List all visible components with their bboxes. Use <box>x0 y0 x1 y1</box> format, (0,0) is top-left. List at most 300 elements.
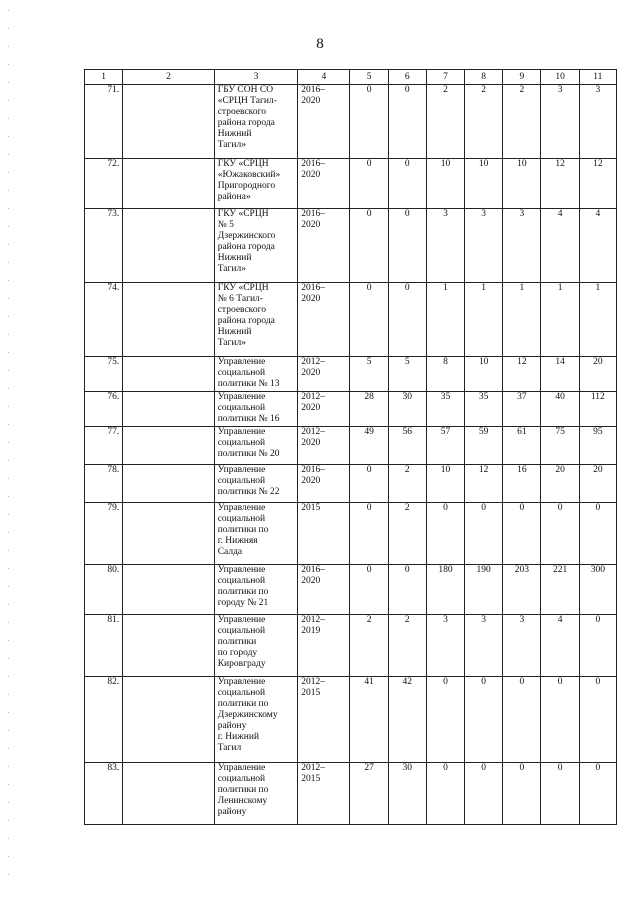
row-number-cell-text: 77. <box>107 427 120 437</box>
row-number-cell <box>85 763 123 825</box>
table-row <box>85 677 617 763</box>
value-cell-text: 4 <box>595 209 601 219</box>
value-cell-text: 2 <box>404 465 410 475</box>
period-cell <box>298 283 350 357</box>
value-cell-text: 35 <box>440 392 451 402</box>
value-cell <box>350 427 388 465</box>
institution-name-cell-text: Управление социальной политики № 16 <box>217 392 280 424</box>
value-cell-text: 12 <box>517 357 527 367</box>
period-cell <box>298 209 350 283</box>
value-cell <box>426 392 464 427</box>
value-cell <box>541 503 579 565</box>
value-cell-text: 2 <box>443 85 448 95</box>
institution-name-cell-text: Управление социальной политики № 20 <box>217 427 280 459</box>
row-number-cell <box>85 465 123 503</box>
value-cell-text: 1 <box>519 283 525 293</box>
value-cell-text: 5 <box>404 357 410 367</box>
value-cell <box>388 427 426 465</box>
row-number-cell-text: 75. <box>107 357 120 367</box>
institution-name-cell-text: ГКУ «СРЦН № 6 Тагил- строевского района города Нижний Тагил» <box>217 283 275 348</box>
value-cell <box>465 159 503 209</box>
value-cell <box>350 615 388 677</box>
value-cell-text: 0 <box>404 85 410 95</box>
value-cell <box>541 283 579 357</box>
value-cell <box>465 209 503 283</box>
value-cell-text: 0 <box>519 677 525 687</box>
value-cell <box>503 465 541 503</box>
table-row <box>85 209 617 283</box>
value-cell <box>426 565 464 615</box>
value-cell <box>465 677 503 763</box>
value-cell-text: 2 <box>366 615 372 625</box>
period-cell-text: 2012– 2020 <box>301 392 325 413</box>
institution-name-cell <box>214 392 297 427</box>
value-cell <box>503 209 541 283</box>
value-cell <box>350 357 388 392</box>
value-cell <box>388 465 426 503</box>
col2-cell <box>123 392 215 427</box>
period-cell-text: 2016– 2020 <box>301 159 325 180</box>
value-cell-text: 0 <box>595 763 601 773</box>
value-cell <box>503 503 541 565</box>
table-row <box>85 159 617 209</box>
value-cell-text: 0 <box>404 283 410 293</box>
row-number-cell-text: 80. <box>107 565 120 575</box>
institution-name-cell <box>214 283 297 357</box>
value-cell-text: 3 <box>519 209 525 219</box>
value-cell-text: 56 <box>402 427 413 437</box>
value-cell-text: 180 <box>438 565 453 575</box>
row-number-cell <box>85 565 123 615</box>
period-cell-text: 2012– 2019 <box>301 615 325 636</box>
value-cell <box>503 85 541 159</box>
value-cell-text: 0 <box>557 677 563 687</box>
value-cell <box>541 677 579 763</box>
value-cell-text: 1 <box>481 283 487 293</box>
institution-name-cell-text: Управление социальной политики по г. Нижняя Салда <box>217 503 269 557</box>
institution-name-cell-text: ГКУ «СРЦН «Южаковский» Пригородного района» <box>217 159 281 202</box>
value-cell-text: 221 <box>552 565 568 575</box>
table-row <box>85 565 617 615</box>
value-cell <box>465 427 503 465</box>
value-cell <box>388 283 426 357</box>
value-cell <box>465 565 503 615</box>
value-cell <box>426 209 464 283</box>
value-cell <box>426 159 464 209</box>
value-cell <box>465 763 503 825</box>
value-cell-text: 203 <box>514 565 529 575</box>
value-cell-text: 4 <box>557 209 563 219</box>
value-cell-text: 27 <box>364 763 374 773</box>
value-cell <box>579 357 616 392</box>
period-cell <box>298 465 350 503</box>
column-header: 2 <box>123 70 215 85</box>
value-cell-text: 0 <box>519 763 525 773</box>
value-cell <box>465 283 503 357</box>
value-cell <box>388 85 426 159</box>
col2-cell <box>123 677 215 763</box>
column-header: 1 <box>85 70 123 85</box>
institution-name-cell <box>214 85 297 159</box>
value-cell <box>541 392 579 427</box>
value-cell <box>388 209 426 283</box>
value-cell <box>465 615 503 677</box>
column-header: 7 <box>426 70 464 85</box>
value-cell <box>465 85 503 159</box>
value-cell-text: 5 <box>366 357 372 367</box>
value-cell <box>503 427 541 465</box>
column-header: 8 <box>465 70 503 85</box>
table-row <box>85 427 617 465</box>
row-number-cell-text: 83. <box>107 763 120 773</box>
institution-name-cell-text: Управление социальной политики № 13 <box>217 357 280 389</box>
value-cell-text: 57 <box>440 427 451 437</box>
value-cell <box>579 392 616 427</box>
value-cell-text: 3 <box>519 615 525 625</box>
row-number-cell <box>85 615 123 677</box>
value-cell <box>426 85 464 159</box>
row-number-cell <box>85 503 123 565</box>
row-number-cell-text: 71. <box>107 85 120 95</box>
institution-name-cell-text: Управление социальной политики по Дзержинскому району г. Нижний Тагил <box>217 677 278 753</box>
row-number-cell <box>85 357 123 392</box>
value-cell <box>426 465 464 503</box>
value-cell-text: 0 <box>366 565 372 575</box>
value-cell-text: 0 <box>404 565 410 575</box>
row-number-cell <box>85 677 123 763</box>
value-cell <box>465 465 503 503</box>
period-cell <box>298 85 350 159</box>
value-cell-text: 10 <box>478 159 489 169</box>
value-cell-text: 0 <box>481 503 487 513</box>
value-cell <box>350 503 388 565</box>
column-header: 5 <box>350 70 388 85</box>
period-cell-text: 2012– 2015 <box>301 763 325 784</box>
value-cell-text: 30 <box>402 763 413 773</box>
period-cell <box>298 565 350 615</box>
value-cell <box>503 615 541 677</box>
value-cell <box>350 85 388 159</box>
value-cell <box>541 159 579 209</box>
table-row <box>85 392 617 427</box>
value-cell <box>426 503 464 565</box>
value-cell <box>579 283 616 357</box>
row-number-cell-text: 82. <box>107 677 120 687</box>
value-cell-text: 3 <box>595 85 601 95</box>
value-cell-text: 0 <box>404 159 410 169</box>
institution-name-cell <box>214 763 297 825</box>
table-header-row <box>85 70 617 85</box>
period-cell <box>298 503 350 565</box>
table-row <box>85 283 617 357</box>
table-row <box>85 503 617 565</box>
value-cell-text: 0 <box>443 503 448 513</box>
value-cell-text: 3 <box>557 85 563 95</box>
value-cell <box>350 159 388 209</box>
period-cell <box>298 763 350 825</box>
value-cell-text: 20 <box>593 357 603 367</box>
table-row <box>85 615 617 677</box>
value-cell <box>388 615 426 677</box>
col2-cell <box>123 615 215 677</box>
value-cell <box>388 677 426 763</box>
value-cell-text: 300 <box>590 565 605 575</box>
value-cell <box>579 159 616 209</box>
col2-cell <box>123 465 215 503</box>
period-cell-text: 2012– 2015 <box>301 677 325 698</box>
value-cell <box>388 357 426 392</box>
value-cell <box>426 763 464 825</box>
value-cell-text: 0 <box>557 503 563 513</box>
value-cell <box>541 565 579 615</box>
value-cell-text: 28 <box>364 392 374 402</box>
col2-cell <box>123 85 215 159</box>
row-number-cell-text: 79. <box>107 503 120 513</box>
value-cell <box>579 465 616 503</box>
value-cell <box>503 357 541 392</box>
value-cell <box>350 209 388 283</box>
institution-name-cell-text: Управление социальной политики по Ленинскому району <box>217 763 269 817</box>
value-cell <box>350 465 388 503</box>
col2-cell <box>123 763 215 825</box>
value-cell-text: 0 <box>481 763 487 773</box>
value-cell <box>426 357 464 392</box>
value-cell-text: 0 <box>519 503 525 513</box>
value-cell-text: 1 <box>443 283 448 293</box>
value-cell-text: 0 <box>366 283 372 293</box>
value-cell-text: 61 <box>517 427 527 437</box>
value-cell-text: 10 <box>517 159 527 169</box>
row-number-cell-text: 72. <box>107 159 120 169</box>
value-cell-text: 59 <box>478 427 489 437</box>
value-cell-text: 0 <box>366 465 372 475</box>
value-cell-text: 2 <box>404 503 410 513</box>
column-header: 10 <box>541 70 579 85</box>
institution-name-cell-text: Управление социальной политики по городу № 21 <box>217 565 269 608</box>
value-cell <box>503 392 541 427</box>
period-cell-text: 2016– 2020 <box>301 85 325 106</box>
table-row <box>85 465 617 503</box>
col2-cell <box>123 283 215 357</box>
row-number-cell <box>85 159 123 209</box>
value-cell <box>350 283 388 357</box>
value-cell-text: 20 <box>593 465 603 475</box>
value-cell <box>426 427 464 465</box>
value-cell-text: 0 <box>443 677 448 687</box>
value-cell <box>503 677 541 763</box>
value-cell <box>426 615 464 677</box>
row-number-cell <box>85 392 123 427</box>
value-cell-text: 40 <box>555 392 565 402</box>
value-cell <box>541 85 579 159</box>
margin-dots <box>8 10 9 890</box>
value-cell-text: 3 <box>443 615 448 625</box>
value-cell-text: 30 <box>402 392 413 402</box>
table-row <box>85 85 617 159</box>
value-cell <box>541 209 579 283</box>
institution-name-cell-text: Управление социальной политики № 22 <box>217 465 280 497</box>
value-cell-text: 0 <box>595 677 601 687</box>
value-cell-text: 42 <box>402 677 413 687</box>
value-cell-text: 10 <box>440 465 451 475</box>
column-header: 11 <box>579 70 616 85</box>
value-cell <box>503 763 541 825</box>
period-cell <box>298 159 350 209</box>
institution-name-cell <box>214 565 297 615</box>
value-cell <box>579 209 616 283</box>
col2-cell <box>123 427 215 465</box>
value-cell <box>465 392 503 427</box>
row-number-cell-text: 74. <box>107 283 120 293</box>
value-cell <box>541 427 579 465</box>
value-cell-text: 0 <box>366 85 372 95</box>
period-cell-text: 2016– 2020 <box>301 209 325 230</box>
institution-name-cell <box>214 503 297 565</box>
value-cell <box>350 565 388 615</box>
value-cell <box>426 677 464 763</box>
value-cell <box>388 763 426 825</box>
column-header: 4 <box>298 70 350 85</box>
period-cell-text: 2012– 2020 <box>301 357 325 378</box>
value-cell <box>541 615 579 677</box>
value-cell <box>503 159 541 209</box>
value-cell <box>541 763 579 825</box>
value-cell-text: 49 <box>364 427 374 437</box>
period-cell <box>298 677 350 763</box>
value-cell-text: 0 <box>595 615 601 625</box>
value-cell-text: 1 <box>557 283 563 293</box>
row-number-cell-text: 73. <box>107 209 120 219</box>
row-number-cell <box>85 85 123 159</box>
value-cell <box>388 159 426 209</box>
value-cell-text: 16 <box>517 465 527 475</box>
institution-name-cell-text: Управление социальной политики по городу Кировграду <box>217 615 266 669</box>
value-cell <box>465 503 503 565</box>
value-cell <box>388 392 426 427</box>
value-cell <box>503 565 541 615</box>
value-cell-text: 2 <box>404 615 410 625</box>
value-cell-text: 12 <box>593 159 603 169</box>
value-cell-text: 0 <box>366 503 372 513</box>
row-number-cell-text: 76. <box>107 392 120 402</box>
value-cell-text: 4 <box>557 615 563 625</box>
value-cell-text: 10 <box>478 357 489 367</box>
value-cell-text: 3 <box>481 615 487 625</box>
value-cell-text: 0 <box>557 763 563 773</box>
value-cell <box>388 565 426 615</box>
col2-cell <box>123 565 215 615</box>
period-cell-text: 2016– 2020 <box>301 465 325 486</box>
value-cell <box>579 763 616 825</box>
value-cell-text: 2 <box>481 85 487 95</box>
value-cell-text: 0 <box>481 677 487 687</box>
value-cell <box>579 677 616 763</box>
institution-name-cell <box>214 209 297 283</box>
value-cell-text: 112 <box>590 392 605 402</box>
col2-cell <box>123 209 215 283</box>
period-cell-text: 2016– 2020 <box>301 283 325 304</box>
value-cell-text: 3 <box>481 209 487 219</box>
value-cell-text: 37 <box>517 392 527 402</box>
value-cell-text: 2 <box>519 85 525 95</box>
value-cell-text: 0 <box>595 503 601 513</box>
value-cell <box>579 85 616 159</box>
row-number-cell <box>85 209 123 283</box>
value-cell <box>350 392 388 427</box>
row-number-cell <box>85 283 123 357</box>
value-cell-text: 0 <box>443 763 448 773</box>
value-cell-text: 35 <box>478 392 489 402</box>
value-cell-text: 0 <box>404 209 410 219</box>
value-cell <box>350 763 388 825</box>
period-cell <box>298 357 350 392</box>
institution-name-cell <box>214 615 297 677</box>
value-cell <box>426 283 464 357</box>
data-table <box>84 69 617 825</box>
institution-name-cell <box>214 677 297 763</box>
value-cell-text: 12 <box>478 465 489 475</box>
value-cell-text: 0 <box>366 209 372 219</box>
value-cell-text: 8 <box>443 357 448 367</box>
row-number-cell-text: 78. <box>107 465 120 475</box>
table-row <box>85 357 617 392</box>
row-number-cell-text: 81. <box>107 615 120 625</box>
value-cell-text: 3 <box>443 209 448 219</box>
row-number-cell <box>85 427 123 465</box>
column-header: 6 <box>388 70 426 85</box>
value-cell-text: 75 <box>555 427 565 437</box>
table-row <box>85 763 617 825</box>
col2-cell <box>123 159 215 209</box>
value-cell-text: 12 <box>555 159 565 169</box>
value-cell <box>579 427 616 465</box>
period-cell-text: 2016– 2020 <box>301 565 325 586</box>
value-cell <box>541 357 579 392</box>
value-cell <box>503 283 541 357</box>
institution-name-cell <box>214 427 297 465</box>
value-cell <box>579 503 616 565</box>
period-cell <box>298 392 350 427</box>
period-cell <box>298 427 350 465</box>
institution-name-cell <box>214 465 297 503</box>
period-cell-text: 2015 <box>301 503 321 513</box>
value-cell-text: 41 <box>364 677 374 687</box>
value-cell <box>388 503 426 565</box>
value-cell-text: 95 <box>593 427 603 437</box>
col2-cell <box>123 357 215 392</box>
value-cell <box>579 565 616 615</box>
value-cell-text: 0 <box>366 159 372 169</box>
value-cell-text: 14 <box>555 357 565 367</box>
value-cell-text: 10 <box>440 159 451 169</box>
page-number: 8 <box>316 36 324 52</box>
value-cell <box>541 465 579 503</box>
column-header: 3 <box>214 70 297 85</box>
period-cell-text: 2012– 2020 <box>301 427 325 448</box>
institution-name-cell-text: ГКУ «СРЦН № 5 Дзержинского района города Нижний Тагил» <box>217 209 276 274</box>
value-cell-text: 20 <box>555 465 565 475</box>
institution-name-cell <box>214 159 297 209</box>
value-cell <box>579 615 616 677</box>
period-cell <box>298 615 350 677</box>
value-cell <box>350 677 388 763</box>
col2-cell <box>123 503 215 565</box>
institution-name-cell <box>214 357 297 392</box>
column-header: 9 <box>503 70 541 85</box>
value-cell-text: 190 <box>476 565 491 575</box>
value-cell-text: 1 <box>595 283 601 293</box>
institution-name-cell-text: ГБУ СОН СО «СРЦН Тагил- строевского района города Нижний Тагил» <box>217 85 277 150</box>
